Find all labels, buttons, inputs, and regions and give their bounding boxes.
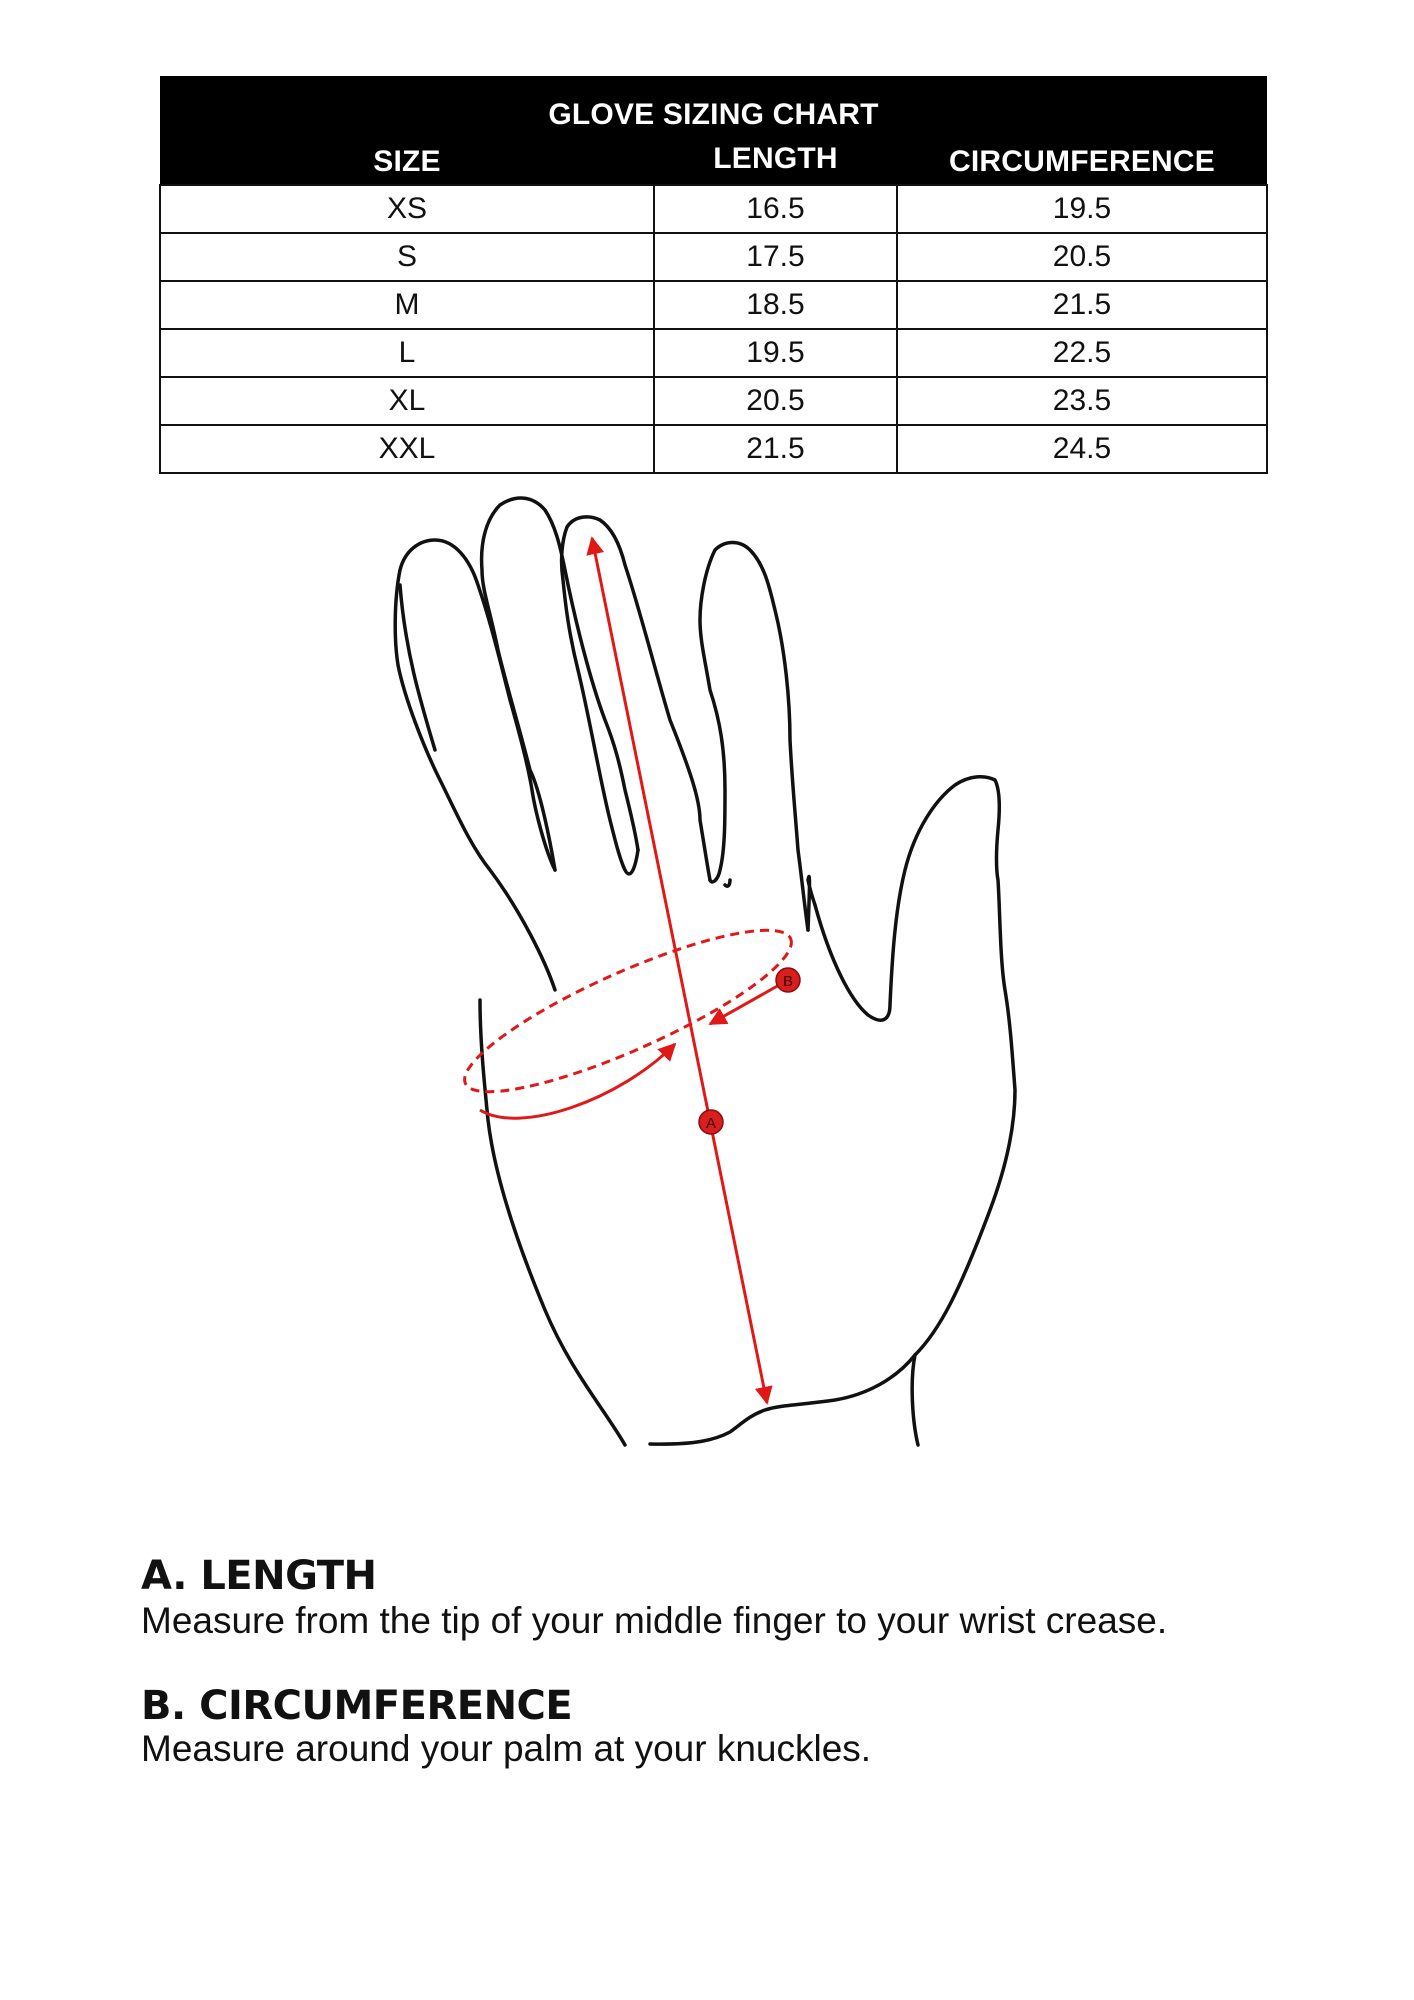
length-title: A. LENGTH xyxy=(141,1553,377,1599)
size-cell: M xyxy=(160,281,654,329)
circumference-measure xyxy=(450,903,807,1119)
circumference-cell: 19.5 xyxy=(897,185,1267,233)
length-measure xyxy=(592,538,767,1403)
length-description: Measure from the tip of your middle finger to your wrist crease. xyxy=(141,1600,1168,1641)
length-cell: 16.5 xyxy=(654,185,897,233)
length-cell: 19.5 xyxy=(654,329,897,377)
marker-a xyxy=(699,1110,723,1134)
circumference-cell: 21.5 xyxy=(897,281,1267,329)
size-cell: XL xyxy=(160,377,654,425)
size-cell: S xyxy=(160,233,654,281)
circumference-cell: 20.5 xyxy=(897,233,1267,281)
column-header-size: SIZE xyxy=(160,134,654,185)
circumference-cell: 23.5 xyxy=(897,377,1267,425)
circumference-title: B. CIRCUMFERENCE xyxy=(141,1683,573,1729)
length-cell: 18.5 xyxy=(654,281,897,329)
circumference-description: Measure around your palm at your knuckles. xyxy=(141,1728,872,1769)
marker-b xyxy=(776,968,800,992)
circumference-cell: 22.5 xyxy=(897,329,1267,377)
size-cell: XS xyxy=(160,185,654,233)
size-cell: XXL xyxy=(160,425,654,473)
length-cell: 21.5 xyxy=(654,425,897,473)
circumference-cell: 24.5 xyxy=(897,425,1267,473)
column-header-length: LENGTH xyxy=(654,134,897,185)
marker-b-label: B xyxy=(782,973,794,990)
size-cell: L xyxy=(160,329,654,377)
marker-a-label: A xyxy=(705,1115,717,1132)
table-title: GLOVE SIZING CHART xyxy=(160,76,1267,134)
length-cell: 20.5 xyxy=(654,377,897,425)
length-cell: 17.5 xyxy=(654,233,897,281)
column-header-circumference: CIRCUMFERENCE xyxy=(897,134,1267,185)
hand-outline xyxy=(395,498,1015,1445)
